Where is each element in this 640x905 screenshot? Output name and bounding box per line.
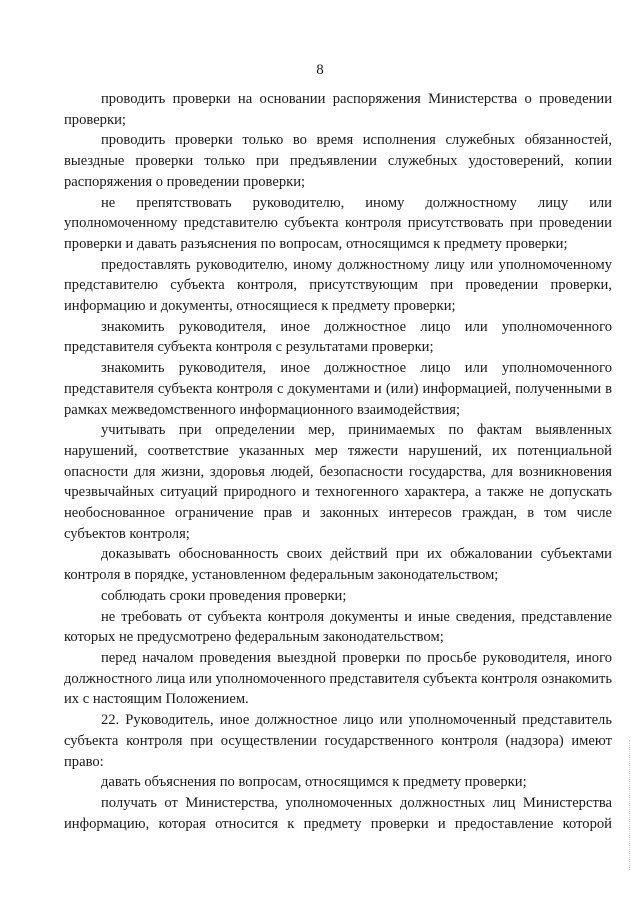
paragraph: доказывать обоснованность своих действий при их обжаловании субъектами контроля в порядке, установленном федеральным законодательством;	[64, 546, 612, 584]
paragraph: не препятствовать руководителю, иному должностному лицу или уполномоченному представителю субъекта контроля присутствовать при проведении проверки и давать разъяснения по вопросам, относящимся к предмету проверки;	[64, 194, 612, 252]
scan-margin-mark	[629, 740, 636, 870]
page-number: 8	[316, 62, 324, 78]
paragraph: знакомить руководителя, иное должностное лицо или уполномоченного представителя субъекта контроля с документами и (или) информацией, полученными в рамках межведомственного информационного взаимодействия;	[64, 360, 612, 418]
paragraph: проводить проверки на основании распоряжения Министерства о проведении проверки;	[64, 91, 612, 128]
paragraph: предоставлять руководителю, иному должностному лицу или уполномоченному представителю субъекта контроля, присутствующим при проведении проверки, информацию и документы, относящиеся к предмету проверки;	[64, 256, 612, 315]
paragraph: соблюдать сроки проведения проверки;	[101, 587, 347, 604]
paragraph: перед началом проведения выездной проверки по просьбе руководителя, иного должностного лица или уполномоченного представителя субъекта контроля ознакомить их с настоящим Положением.	[64, 649, 612, 708]
document-body	[64, 89, 612, 834]
paragraph: давать объяснения по вопросам, относящимся к предмету проверки;	[101, 774, 527, 791]
paragraph: знакомить руководителя, иное должностное лицо или уполномоченного представителя субъекта контроля с результатами проверки;	[64, 318, 612, 356]
paragraph: не требовать от субъекта контроля документы и иные сведения, представление которых не предусмотрено федеральным законодательством;	[64, 608, 612, 646]
paragraph: проводить проверки только во время исполнения служебных обязанностей, выездные проверки только при предъявлении служебных удостоверений, копии распоряжения о проведении проверки;	[64, 132, 612, 190]
clause-22: 22. Руководитель, иное должностное лицо или уполномоченный представитель субъекта контроля при осуществлении государственного контроля (надзора) имеют право:	[64, 712, 612, 770]
paragraph: получать от Министерства, уполномоченных должностных лиц Министерства информацию, которая относится к предмету проверки и предоставление которой	[64, 794, 612, 832]
paragraph: учитывать при определении мер, принимаемых по фактам выявленных нарушений, соответствие указанных мер тяжести нарушений, их потенциальной опасности для жизни, здоровья людей, безопасности государства, для возникновения чрезвычайных ситуаций природного и техногенного характера, а также не допускать необоснованное ограничение прав и законных интересов граждан, в том числе субъектов контроля;	[64, 422, 612, 542]
